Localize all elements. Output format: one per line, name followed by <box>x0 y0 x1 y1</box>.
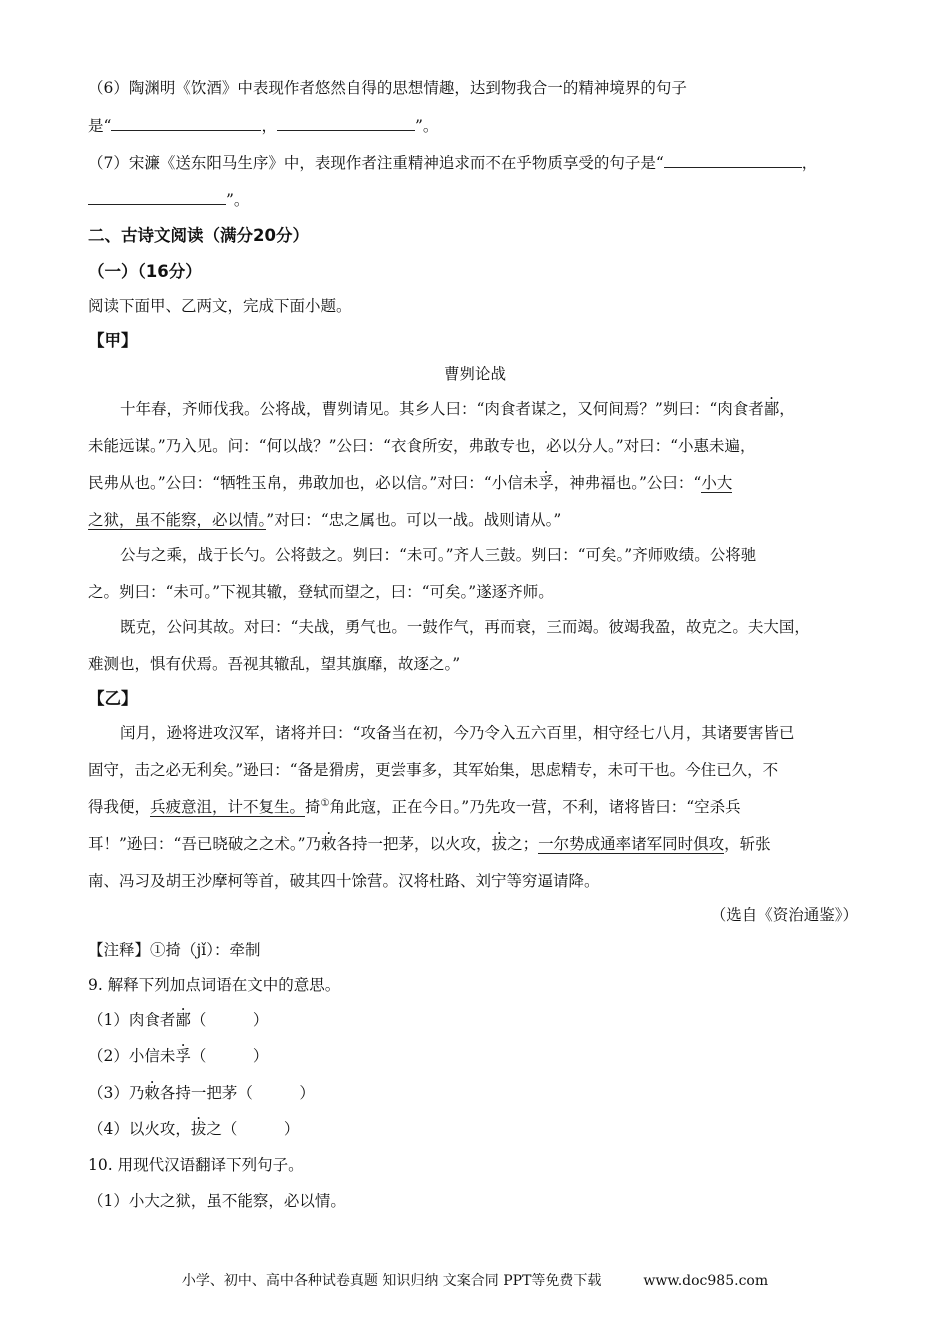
question-9-item-4: （4）以火攻，拔之（ ） <box>88 1120 300 1138</box>
q7-line-1: （7）宋濂《送东阳马生序》中，表现作者注重精神追求而不在乎物质享受的句子是“ ， <box>88 151 817 173</box>
emphasis-dot-word: 孚 <box>538 474 554 492</box>
jia-line: 未能远谋。”乃入见。问：“何以战？”公曰：“衣食所安，弗敢专也，必以分人。”对曰：“小惠未遍， <box>88 437 756 455</box>
question-10-item-1: （1）小大之狱，虽不能察，必以情。 <box>88 1192 346 1210</box>
part-heading: （一）（16分） <box>88 262 202 281</box>
instruction: 阅读下面甲、乙两文，完成下面小题。 <box>88 297 352 315</box>
emphasis-dot-word: 敕 <box>321 835 337 853</box>
question-10-title: 10. 用现代汉语翻译下列句子。 <box>88 1156 304 1174</box>
emphasis-dot-word: 拔 <box>491 835 508 853</box>
answer-blank[interactable] <box>664 152 802 169</box>
answer-blank[interactable] <box>277 115 415 132</box>
section-heading: 二、古诗文阅读（满分20分） <box>88 226 309 245</box>
jia-line: 之狱，虽不能察，必以情。”对曰：“忠之属也。可以一战。战则请从。” <box>88 511 562 529</box>
passage-jia-label: 【甲】 <box>88 331 138 350</box>
question-9-title: 9. 解释下列加点词语在文中的意思。 <box>88 976 341 994</box>
yi-line: 耳！”逊曰：“吾已晓破之之术。”乃敕各持一把茅，以火攻，拔之；一尔势成通率诸军同时俱攻，斩张 <box>88 835 771 853</box>
jia-line: 难测也，惧有伏焉。吾视其辙乱，望其旗靡，故逐之。” <box>88 655 461 673</box>
q6-line-2: 是“ ， ”。 <box>88 114 438 136</box>
question-9-item-1: （1）肉食者鄙（ ） <box>88 1011 269 1029</box>
underlined-sentence: 小大 <box>701 474 733 492</box>
yi-line: 得我便，兵疲意沮，计不复生。掎①角此寇，正在今日。”乃先攻一营，不利，诸将皆曰：“空杀兵 <box>88 797 741 816</box>
emphasis-dot-word: 孚 <box>175 1047 191 1065</box>
jia-line: 民弗从也。”公曰：“牺牲玉帛，弗敢加也，必以信。”对曰：“小信未孚，神弗福也。”公曰：“小大 <box>88 474 733 492</box>
q7-line-2: ”。 <box>88 188 249 210</box>
jia-line: 之。刿曰：“未可。”下视其辙，登轼而望之，曰：“可矣。”遂逐齐师。 <box>88 583 554 601</box>
question-9-item-2: （2）小信未孚（ ） <box>88 1047 269 1065</box>
underlined-sentence: 一尔势成通率诸军同时俱攻 <box>538 835 725 853</box>
footer-link[interactable]: www.doc985.com <box>643 1273 769 1289</box>
underlined-sentence: 兵疲意沮，计不复生。 <box>150 798 306 816</box>
footnote-marker: ① <box>320 797 330 809</box>
jia-line: 公与之乘，战于长勺。公将鼓之。刿曰：“未可。”齐人三鼓。刿曰：“可矣。”齐师败绩。公将驰 <box>120 546 757 564</box>
yi-line: 固守，击之必无利矣。”逊曰：“备是猾虏，更尝事多，其军始集，思虑精专，未可干也。今住已久，不 <box>88 761 779 779</box>
passage-yi-label: 【乙】 <box>88 689 138 708</box>
yi-line: 南、冯习及胡王沙摩柯等首，破其四十馀营。汉将杜路、刘宁等穷逼请降。 <box>88 872 600 890</box>
annotation-note: 【注释】①掎（jǐ）：牵制 <box>88 941 261 959</box>
answer-blank[interactable] <box>111 115 261 132</box>
answer-blank[interactable] <box>88 189 226 206</box>
page-footer <box>0 1270 950 1290</box>
emphasis-dot-word: 鄙 <box>175 1011 191 1029</box>
underlined-sentence: 之狱，虽不能察，必以情。 <box>88 511 267 529</box>
source-citation: （选自《资治通鉴》） <box>710 906 858 924</box>
emphasis-dot-word: 拔 <box>190 1120 207 1138</box>
jia-line: 十年春，齐师伐我。公将战，曹刿请见。其乡人曰：“肉食者谋之，又何间焉？”刿曰：“肉食者鄙， <box>120 400 795 418</box>
footer-text: 小学、初中、高中各种试卷真题 知识归纳 文案合同 PPT等免费下载 <box>181 1273 602 1289</box>
q6-line-1: （6）陶渊明《饮酒》中表现作者悠然自得的思想情趣，达到物我合一的精神境界的句子 <box>88 79 687 97</box>
passage-jia-title: 曹刿论战 <box>443 365 506 383</box>
emphasis-dot-word: 鄙 <box>763 400 780 418</box>
question-9-item-3: （3）乃敕各持一把茅（ ） <box>88 1084 315 1102</box>
yi-line: 闰月，逊将进攻汉军，诸将并曰：“攻备当在初，今乃令入五六百里，相守经七八月，其诸要害皆已 <box>120 724 795 742</box>
jia-line: 既克，公问其故。对曰：“夫战，勇气也。一鼓作气，再而衰，三而竭。彼竭我盈，故克之。夫大国， <box>120 618 810 636</box>
emphasis-dot-word: 敕 <box>144 1084 160 1102</box>
